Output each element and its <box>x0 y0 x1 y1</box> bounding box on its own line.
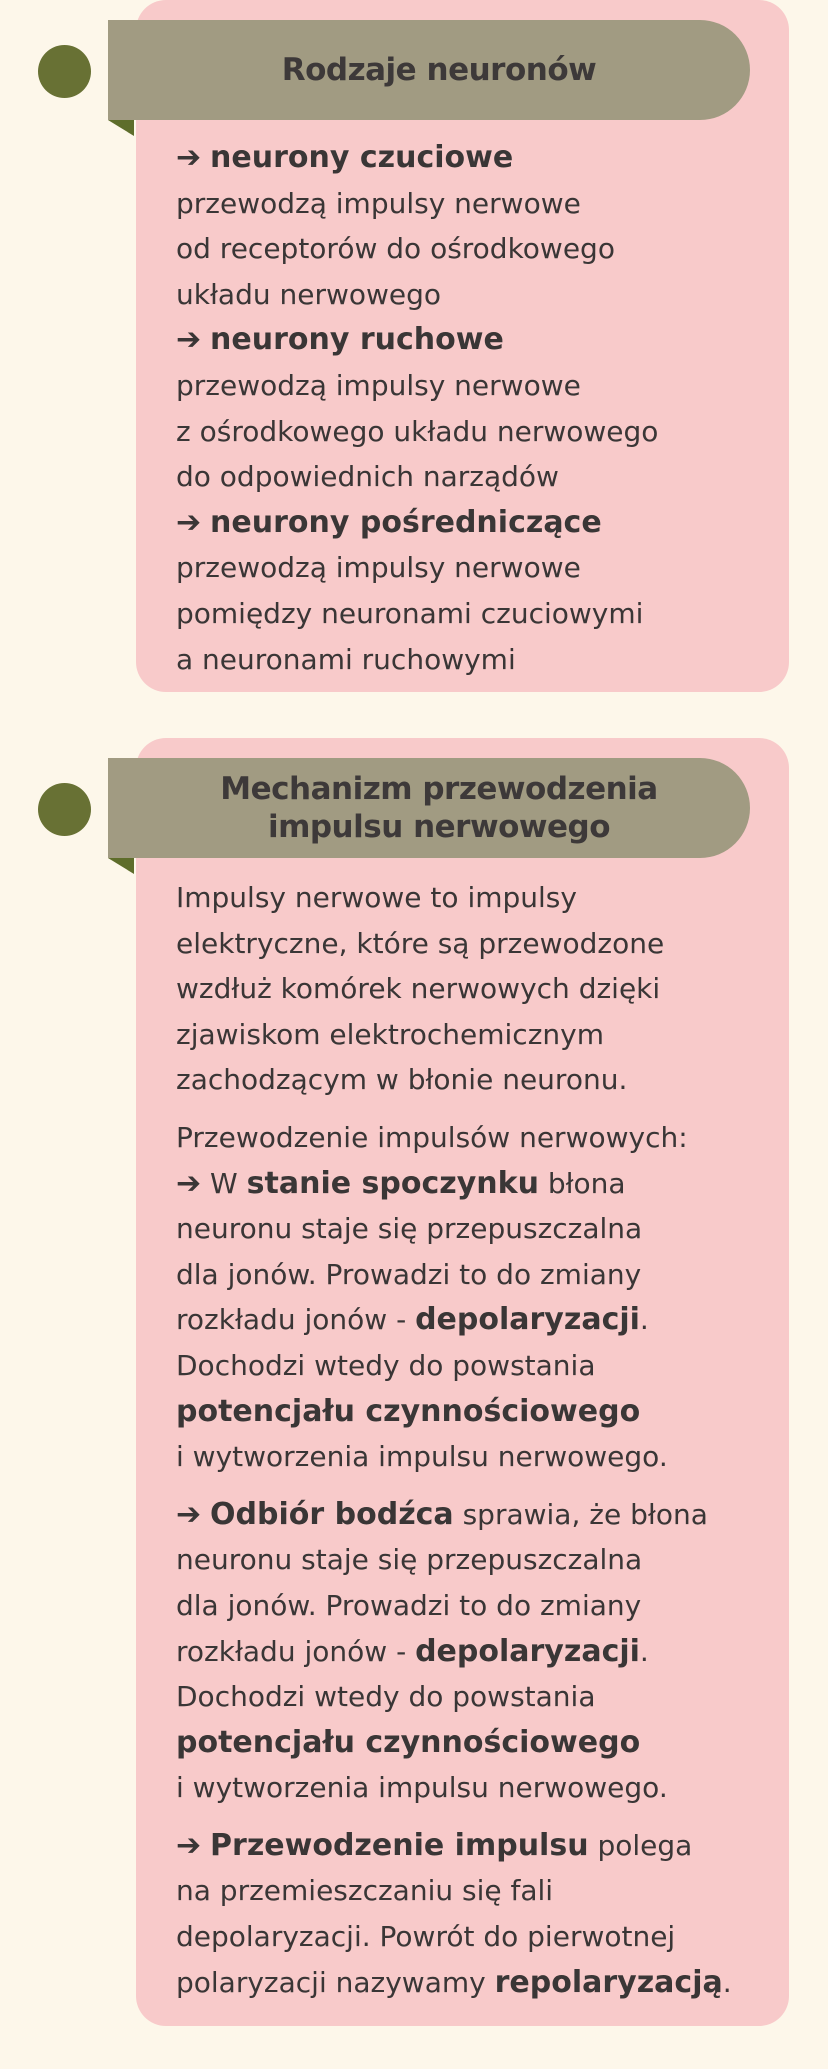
text-line: dla jonów. Prowadzi to do zmiany <box>176 1257 642 1291</box>
item-line: przewodzą impulsy nerwowe <box>176 551 581 585</box>
rest-line: ➔ W stanie spoczynku błona <box>176 1165 626 1201</box>
item-heading <box>176 135 786 181</box>
item-line: przewodzą impulsy nerwowe <box>176 368 581 402</box>
header-pill <box>108 20 750 120</box>
text-line: dla jonów. Prowadzi to do zmiany <box>176 1588 642 1622</box>
text-line: i wytworzenia impulsu nerwowego. <box>176 1440 668 1474</box>
item-line: przewodzą impulsy nerwowe <box>176 186 581 220</box>
section-header-impulse-mechanism <box>108 758 750 858</box>
text-line: Dochodzi wtedy do powstania <box>176 1348 596 1382</box>
arrow-icon: ➔ <box>176 140 202 175</box>
item-heading <box>176 500 786 546</box>
section-title-line: Mechanizm przewodzenia <box>220 771 658 807</box>
section-header-neuron-types <box>108 20 750 120</box>
item-line: układu nerwowego <box>176 277 442 311</box>
text-line: depolaryzacji. Powrót do pierwotnej <box>176 1920 676 1954</box>
section-title-text: Rodzaje neuronów <box>281 52 597 88</box>
arrow-icon: ➔ <box>176 322 202 358</box>
bold-term: potencjału czynnościowego <box>176 1393 641 1429</box>
item-line: a neuronami ruchowymi <box>176 642 516 676</box>
item-line: od receptorów do ośrodkowego <box>176 232 615 266</box>
bold-term: depolaryzacji <box>415 1302 640 1338</box>
section-title-line: impulsu nerwowego <box>267 809 611 845</box>
header-fold <box>108 858 134 874</box>
neuron-types-content <box>176 135 786 682</box>
header-pill <box>108 758 750 858</box>
item-line: z ośrodkowego układu nerwowego <box>176 414 659 448</box>
bold-term: potencjału czynnościowego <box>176 1724 641 1760</box>
propagation-line: ➔ Przewodzenie impulsu polega <box>176 1827 693 1863</box>
arrow-icon: ➔ <box>176 1165 202 1201</box>
conduction-heading: Przewodzenie impulsów nerwowych: <box>176 1120 688 1154</box>
bullet-dot <box>38 783 91 836</box>
text-line: rozkładu jonów - depolaryzacji. <box>176 1302 649 1338</box>
text-line: neuronu staje się przepuszczalna <box>176 1543 643 1577</box>
arrow-icon: ➔ <box>176 1827 202 1863</box>
intro-line: wzdłuż komórek nerwowych dzięki <box>176 972 661 1006</box>
bullet-dot <box>38 45 91 98</box>
text-line: na przemieszczaniu się fali <box>176 1874 554 1908</box>
bold-term: Odbiór bodźca <box>210 1496 454 1532</box>
bold-term: repolaryzacją <box>494 1964 723 2000</box>
bold-term: Przewodzenie impulsu <box>210 1827 589 1863</box>
section-title <box>262 51 597 89</box>
section-title <box>200 770 657 846</box>
item-heading-text: neurony czuciowe <box>210 140 514 175</box>
impulse-mechanism-content <box>176 875 786 2005</box>
arrow-icon: ➔ <box>176 504 202 540</box>
bold-term: stanie spoczynku <box>246 1165 539 1201</box>
item-heading <box>176 317 786 363</box>
item-heading-text: neurony ruchowe <box>210 322 504 358</box>
intro-line: zjawiskom elektrochemicznym <box>176 1017 604 1051</box>
intro-line: elektryczne, które są przewodzone <box>176 926 665 960</box>
item-line: pomiędzy neuronami czuciowymi <box>176 596 644 630</box>
intro-line: Impulsy nerwowe to impulsy <box>176 881 577 914</box>
text-line: rozkładu jonów - depolaryzacji. <box>176 1633 649 1669</box>
text-line: polaryzacji nazywamy repolaryzacją. <box>176 1964 732 2000</box>
text-line: i wytworzenia impulsu nerwowego. <box>176 1771 668 1805</box>
intro-line: zachodzącym w błonie neuronu. <box>176 1063 628 1097</box>
stimulus-line: ➔ Odbiór bodźca sprawia, że błona <box>176 1496 708 1532</box>
bold-term: depolaryzacji <box>415 1633 640 1669</box>
text-line: Dochodzi wtedy do powstania <box>176 1680 596 1714</box>
text-line: neuronu staje się przepuszczalna <box>176 1212 643 1246</box>
item-heading-text: neurony pośredniczące <box>210 504 602 540</box>
header-fold <box>108 120 134 136</box>
item-line: do odpowiednich narządów <box>176 460 559 494</box>
arrow-icon: ➔ <box>176 1496 202 1532</box>
